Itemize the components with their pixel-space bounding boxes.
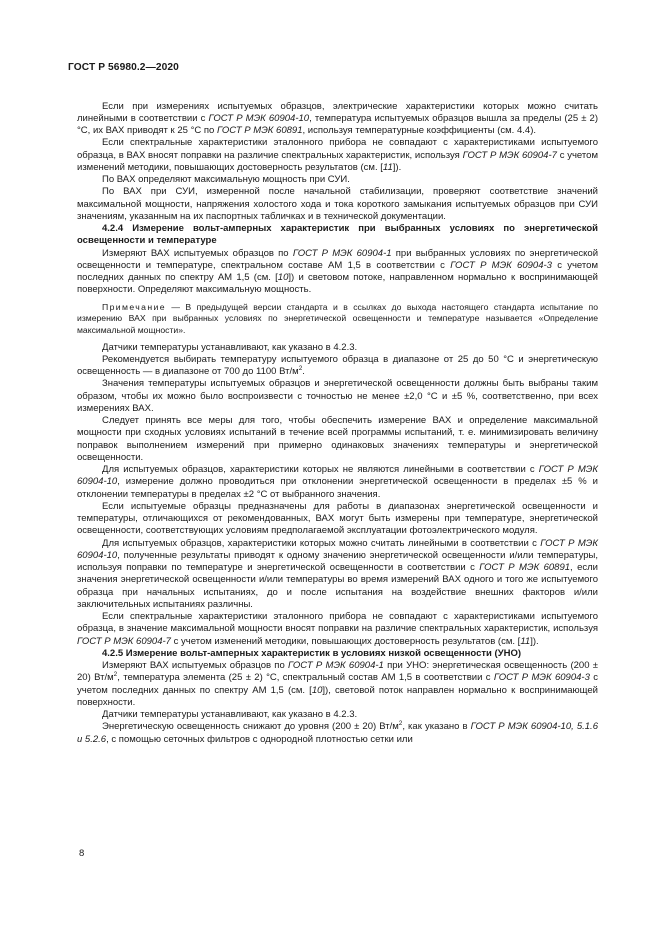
body-paragraph xyxy=(77,101,598,138)
text-run: Для испытуемых образцов, характеристики которых можно считать линейными в соответствии с xyxy=(102,537,541,549)
text-run: По ВАХ при СУИ, измеренной после начальной стабилизации, проверяют соответствие значений максимальной мощности, напряжения холостого хода и тока короткого замыкания испытуемых образцов при СУИ значениям, указанным на их паспортных табличках и в технической документации. xyxy=(77,186,598,222)
text-run: с учетом изменений методики, повышающих достоверность результатов (см. [ xyxy=(77,149,598,173)
standard-reference: ГОСТ Р МЭК 60904-3 xyxy=(493,672,590,684)
text-run: Рекомендуется выбирать температуру испытуемого образца в диапазоне от 25 до 50 °С и энергетическую освещенность — в диапазоне от 700 до 1100 Вт/м xyxy=(77,353,598,378)
standard-reference: ГОСТ Р МЭК 60904-10 xyxy=(77,537,598,561)
standard-reference: 11 xyxy=(520,635,531,647)
document-body xyxy=(77,101,598,746)
superscript: 2 xyxy=(298,365,303,373)
text-run: с учетом последних данных по спектру АМ 1,5 (см. [ xyxy=(77,672,599,696)
text-run: — В предыдущей версии стандарта и в ссылках до выхода настоящего стандарта испытание по измерению ВАХ при выбранных условиях по энергетической освещенности и температуре называется «Определение максимальной мощности». xyxy=(77,301,598,335)
text-run: с учетом последних данных по спектру АМ 1,5 (см. [ xyxy=(77,259,598,283)
text-run: , температура испытуемых образцов вышла за пределы (25 ± 2) °С, их ВАХ приводят к 25 °С по xyxy=(77,112,599,136)
body-paragraph xyxy=(77,501,598,538)
body-paragraph xyxy=(77,342,598,354)
text-run: Следует принять все меры для того, чтобы обеспечить измерение ВАХ и определение максимальной мощности при сходных условиях испытаний в течение всей программы испытаний, т. е. минимизировать величину поправок выполнением измерений при примерно одинаковых значениях температуры и энергетической освещенности. xyxy=(77,415,598,463)
text-run: , измерение должно проводиться при отклонении энергетической освещенности в пределах ±5 % и отклонении температуры в пределах ±2 °С от выбранного значения. xyxy=(77,476,598,500)
body-paragraph xyxy=(77,464,598,501)
text-run: Если спектральные характеристики эталонного прибора не совпадают с характеристиками испытуемого образца, в ВАХ вносят поправки на различие спектральных характеристик, используя xyxy=(77,137,598,161)
text-run: , используя температурные коэффициенты (см. 4.4). xyxy=(302,125,537,136)
text-run: Если испытуемые образцы предназначены для работы в диапазонах энергетической освещенности и температуры, отличающихся от рекомендованных, ВАХ могут быть измерены при температуре, энергетической освещенности, соответствующих условиям предполагаемой эксплуатации фотоэлектрического модуля. xyxy=(77,500,598,537)
text-run: Датчики температуры устанавливают, как указано в 4.2.3. xyxy=(102,709,358,721)
standard-reference: ГОСТ Р МЭК 60891 xyxy=(217,125,303,136)
text-run: при выбранных условиях по энергетической освещенности и температуре, спектральном составе АМ 1,5 в соответствии с xyxy=(77,247,599,271)
standard-reference: 10 xyxy=(311,684,323,696)
section-heading xyxy=(77,648,598,660)
standard-reference: ГОСТ Р МЭК 60904-7 xyxy=(77,635,171,647)
body-paragraph xyxy=(77,709,598,721)
body-paragraph xyxy=(77,248,598,297)
text-run: с учетом изменений методики, повышающих достоверность результатов (см. [ xyxy=(170,635,521,647)
text-run: Для испытуемых образцов, характеристики которых не являются линейными в соответствии с xyxy=(102,464,539,476)
standard-reference: ГОСТ Р МЭК 60904-7 xyxy=(462,149,557,161)
standard-reference: ГОСТ Р МЭК 60904-10 xyxy=(77,464,598,488)
text-run: Энергетическую освещенность снижают до уровня (200 ± 20) Вт/м xyxy=(102,721,399,733)
standard-reference: ГОСТ Р МЭК 60904-3 xyxy=(450,259,552,271)
body-paragraph xyxy=(77,354,598,379)
body-paragraph xyxy=(77,660,598,709)
page-number: 8 xyxy=(79,848,85,859)
standard-reference: ГОСТ Р МЭК 60904-1 xyxy=(288,660,384,672)
text-run: ]). xyxy=(392,161,402,173)
text-run: 4.2.4 Измерение вольт-амперных характеристик при выбранных условиях по энергетической освещенности и температуре xyxy=(77,223,598,247)
text-run: , как указано в xyxy=(402,721,471,733)
standard-reference: 10 xyxy=(277,272,289,283)
text-run: ]). xyxy=(530,635,539,647)
text-run: при УНО: энергетическая освещенность (200 ± 20) Вт/м xyxy=(77,660,599,684)
standard-reference: 11 xyxy=(382,161,393,173)
text-run: Примечание xyxy=(102,301,166,312)
text-run: ]) и световом потоке, направленном нормально к воспринимающей поверхности. Определяют максимальную мощность. xyxy=(77,272,598,296)
standard-reference: ГОСТ Р МЭК 60904-10, 5.1.6 и 5.2.6 xyxy=(77,721,598,745)
text-run: Значения температуры испытуемых образцов и энергетической освещенности должны быть выбраны таким образом, чтобы их можно было воспроизвести с точностью не менее ±2,0 °С и ±5 %, соответственно, при всех измерениях ВАХ. xyxy=(77,378,598,414)
text-run: Измеряют ВАХ испытуемых образцов по xyxy=(102,660,289,672)
text-run: Если спектральные характеристики эталонного прибора не совпадают с характеристиками испытуемого образца, в значение максимальной мощности вносят поправки на различие спектральных характеристик, используя xyxy=(77,611,598,635)
text-run: 4.2.5 Измерение вольт-амперных характеристик в условиях низкой освещенности (УНО) xyxy=(102,647,522,659)
text-run: , если значения энергетической освещенности и/или температуры во время измерений ВАХ одного и того же испытуемого образца при начальных испытаниях, до и после испытания на воздействие внешних факторов и/или заключительных испытаниях различны. xyxy=(77,562,598,610)
note-paragraph xyxy=(77,302,598,337)
superscript: 2 xyxy=(398,720,403,728)
text-run: По ВАХ определяют максимальную мощность при СУИ. xyxy=(102,174,350,185)
document-header: ГОСТ Р 56980.2—2020 xyxy=(68,62,179,73)
text-run: Если при измерениях испытуемых образцов, электрические характеристики которых можно считать линейными в соответствии с xyxy=(77,100,598,124)
body-paragraph xyxy=(77,415,598,464)
text-run: Измеряют ВАХ испытуемых образцов по xyxy=(102,247,293,259)
text-run: Датчики температуры устанавливают, как указано в 4.2.3. xyxy=(102,341,358,353)
body-paragraph xyxy=(77,538,598,612)
standard-reference: ГОСТ Р МЭК 60904-1 xyxy=(292,247,392,259)
standard-reference: ГОСТ Р МЭК 60904-10 xyxy=(208,112,310,124)
body-paragraph xyxy=(77,186,598,223)
text-run: . xyxy=(302,366,305,378)
text-run: , с помощью сеточных фильтров с однородной плотностью сетки или xyxy=(106,733,413,745)
body-paragraph xyxy=(77,378,598,415)
body-paragraph xyxy=(77,611,598,648)
section-heading xyxy=(77,223,598,248)
body-paragraph xyxy=(77,174,598,186)
text-run: , температура элемента (25 ± 2) °С, спектральный состав АМ 1,5 в соответствии с xyxy=(117,672,494,684)
body-paragraph xyxy=(77,137,598,174)
standard-reference: ГОСТ Р МЭК 60891 xyxy=(479,562,571,574)
body-paragraph xyxy=(77,721,598,746)
superscript: 2 xyxy=(113,671,118,679)
text-run: , полученные результаты приводят к одному значению энергетической освещенности и/или температуры, используя поправки по температуре и энергетической освещенности в соответствии с xyxy=(77,549,598,574)
text-run: ]), световой поток направлен нормально к воспринимающей поверхности. xyxy=(77,684,598,708)
